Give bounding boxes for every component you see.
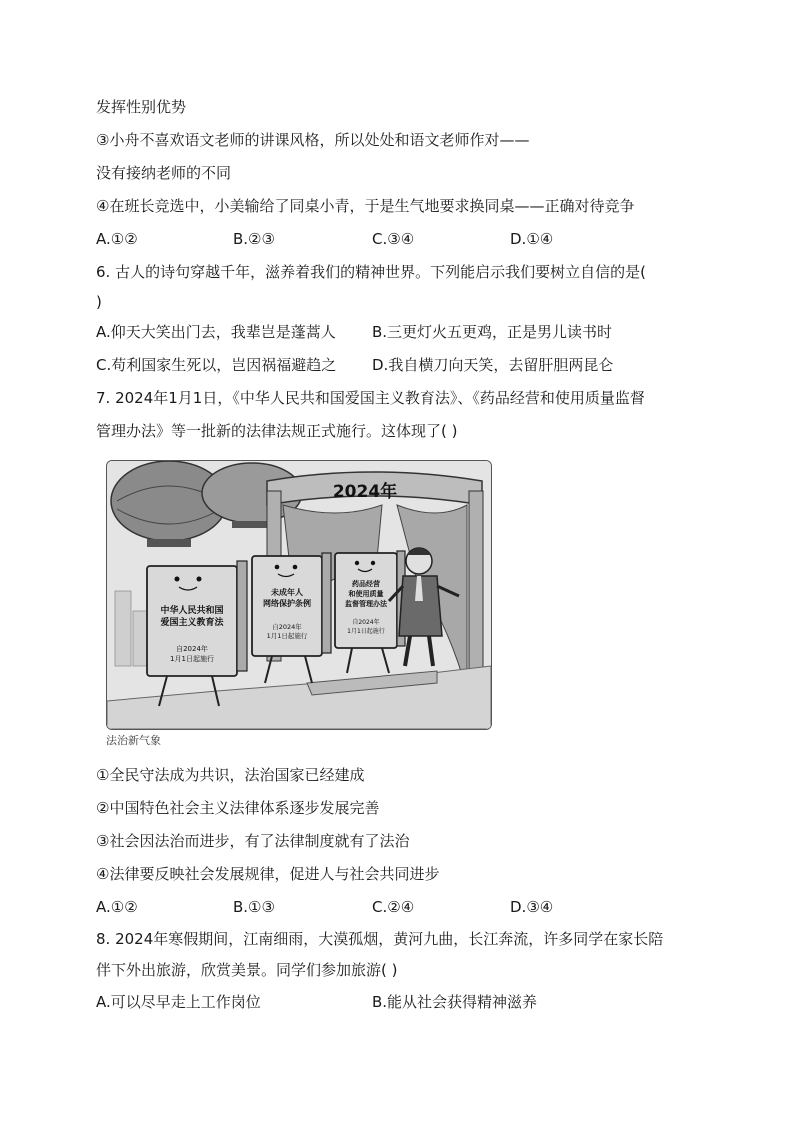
q7-option-c: C.②④ (372, 898, 415, 916)
q5-option-d: D.①④ (510, 230, 554, 248)
q6-option-c: C.苟利国家生死以，岂因祸福避趋之 (96, 356, 337, 374)
book2-date-line1: 自2024年 (272, 623, 302, 631)
book1-date-line2: 1月1日起施行 (170, 655, 214, 663)
q6-option-d: D.我自横刀向天笑，去留肝胆两昆仑 (372, 356, 614, 374)
q7-item-3: ③社会因法治而进步，有了法律制度就有了法治 (96, 832, 410, 850)
q8-option-a: A.可以尽早走上工作岗位 (96, 993, 261, 1011)
item-3-text: ③小舟不喜欢语文老师的讲课风格，所以处处和语文老师作对—— (96, 131, 530, 149)
banner-text: 2024年 (332, 482, 398, 502)
book3-date-line2: 1月1日起施行 (347, 628, 385, 635)
q5-option-c: C.③④ (372, 230, 415, 248)
q5-option-b: B.②③ (233, 230, 275, 248)
q7-stem: 7. 2024年1月1日，《中华人民共和国爱国主义教育法》、《药品经营和使用质量监督 (96, 389, 645, 407)
item-4-text: ④在班长竞选中，小美输给了同桌小青，于是生气地要求换同桌——正确对待竞争 (96, 197, 635, 215)
figure-caption: 法治新气象 (106, 734, 161, 747)
q7-option-b: B.①③ (233, 898, 275, 916)
q7-stem-continued: 管理办法》等一批新的法律法规正式施行。这体现了( ) (96, 422, 458, 440)
q8-option-b: B.能从社会获得精神滋养 (372, 993, 538, 1011)
book2-date-line2: 1月1日起施行 (266, 632, 308, 640)
book2-title-line1: 未成年人 (271, 588, 303, 597)
q7-item-4: ④法律要反映社会发展规律，促进人与社会共同进步 (96, 865, 440, 883)
q8-stem-continued: 伴下外出旅游，欣赏美景。同学们参加旅游( ) (96, 961, 398, 979)
item-3-continued: 没有接纳老师的不同 (96, 164, 232, 182)
q6-option-a: A.仰天大笑出门去，我辈岂是蓬蒿人 (96, 323, 336, 341)
book3-date-line1: 自2024年 (352, 619, 380, 626)
q7-option-d: D.③④ (510, 898, 554, 916)
q5-option-a: A.①② (96, 230, 138, 248)
book3-title-line1: 药品经营 (352, 580, 380, 588)
book1-title-line1: 中华人民共和国 (160, 606, 224, 616)
q6-stem: 6. 古人的诗句穿越千年，滋养着我们的精神世界。下列能启示我们要树立自信的是( (96, 263, 646, 281)
book3-title-line2: 和使用质量 (348, 590, 384, 598)
book1-title-line2: 爱国主义教育法 (160, 618, 224, 628)
q7-item-1: ①全民守法成为共识，法治国家已经建成 (96, 766, 365, 784)
q7-option-a: A.①② (96, 898, 138, 916)
book1-date-line1: 自2024年 (176, 645, 208, 653)
q8-stem: 8. 2024年寒假期间，江南细雨，大漠孤烟，黄河九曲，长江奔流，许多同学在家长陪 (96, 930, 664, 948)
book3-title-line3: 监督管理办法 (345, 600, 387, 608)
law-cartoon-figure (106, 460, 492, 730)
q7-item-2: ②中国特色社会主义法律体系逐步发展完善 (96, 799, 380, 817)
q6-option-b: B.三更灯火五更鸡，正是男儿读书时 (372, 323, 613, 341)
cartoon-illustration (107, 461, 491, 729)
book2-title-line2: 网络保护条例 (263, 599, 311, 608)
item-text: 发挥性别优势 (96, 98, 187, 116)
q6-stem-close: ) (96, 293, 102, 311)
